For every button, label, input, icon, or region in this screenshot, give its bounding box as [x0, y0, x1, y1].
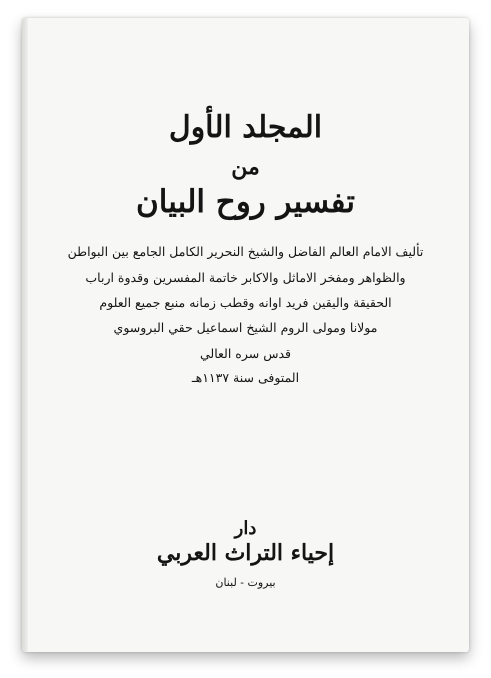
volume-title: المجلد الأول — [168, 110, 323, 145]
author-line-3: الحقيقة واليقين فريد اوانه وقطب زمانه منبع جميع العلوم — [99, 295, 392, 310]
author-line-1: تأليف الامام العالم الفاضل والشيخ النحرير الكامل الجامع بين البواطن — [67, 244, 424, 259]
title-connector: من — [231, 154, 260, 180]
publisher-prefix: دار — [234, 518, 257, 539]
book-title: تفسير روح البيان — [136, 184, 355, 220]
author-line-6: المتوفى سنة ١١٣٧هـ — [191, 370, 300, 385]
book-title-page — [22, 18, 469, 652]
author-line-5: قدس سره العالي — [199, 346, 291, 361]
publisher-city: بيروت - لبنان — [215, 576, 276, 589]
author-line-2: والظواهر ومفخر الاماثل والاكابر خاتمة المفسرين وقدوة ارباب — [85, 270, 406, 285]
publisher-name: إحياء التراث العربي — [156, 540, 335, 566]
author-line-4: مولانا ومولى الروم الشيخ اسماعيل حقي البروسوي — [113, 320, 378, 335]
